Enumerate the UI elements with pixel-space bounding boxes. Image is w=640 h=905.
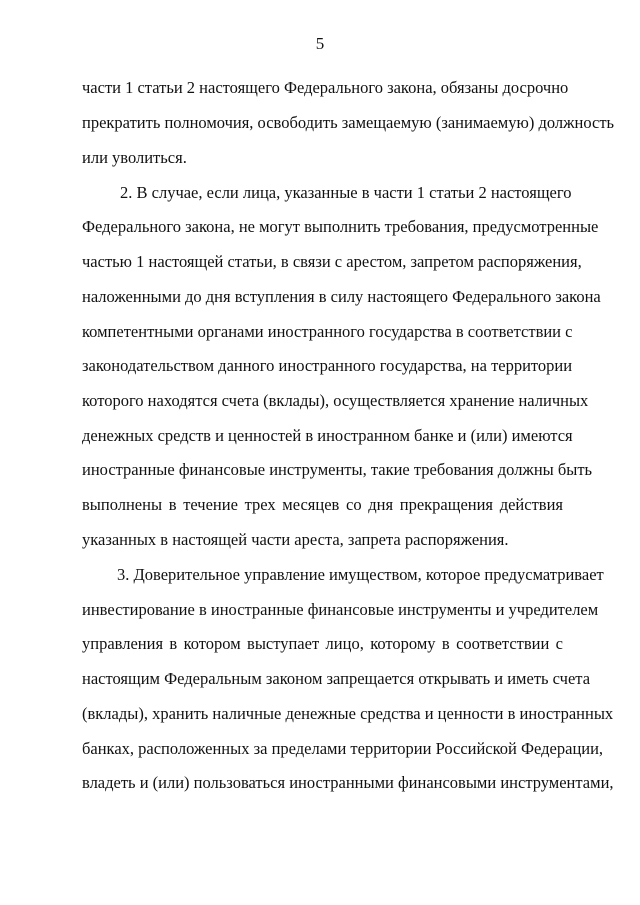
text-line: частью 1 настоящей статьи, в связи с арестом, запретом распоряжения, bbox=[82, 252, 582, 271]
text-line: банках, расположенных за пределами территории Российской Федерации, bbox=[82, 739, 604, 758]
text-line: выполнены в течение трех месяцев со дня прекращения действия bbox=[82, 495, 563, 514]
text-line: или уволиться. bbox=[82, 148, 187, 167]
paragraph-start-line: 3. Доверительное управление имуществом, которое предусматривает bbox=[117, 565, 604, 584]
text-line: прекратить полномочия, освободить замещаемую (занимаемую) должность bbox=[82, 113, 615, 132]
text-line: компетентными органами иностранного государства в соответствии с bbox=[82, 322, 573, 341]
text-line: управления в котором выступает лицо, которому в соответствии с bbox=[82, 634, 563, 653]
text-line: денежных средств и ценностей в иностранном банке и (или) имеются bbox=[82, 426, 573, 445]
page-number: 5 bbox=[315, 34, 325, 53]
text-line: указанных в настоящей части ареста, запрета распоряжения. bbox=[82, 530, 509, 549]
paragraph-start-line: 2. В случае, если лица, указанные в части 1 статьи 2 настоящего bbox=[120, 183, 572, 202]
text-line: законодательством данного иностранного государства, на территории bbox=[82, 356, 573, 375]
text-line: инвестирование в иностранные финансовые инструменты и учредителем bbox=[82, 600, 599, 619]
text-line: иностранные финансовые инструменты, такие требования должны быть bbox=[82, 460, 593, 479]
text-line: Федерального закона, не могут выполнить требования, предусмотренные bbox=[82, 217, 599, 236]
text-line: настоящим Федеральным законом запрещается открывать и иметь счета bbox=[82, 669, 591, 688]
text-line: владеть и (или) пользоваться иностранными финансовыми инструментами, bbox=[82, 773, 614, 792]
text-line: которого находятся счета (вклады), осуществляется хранение наличных bbox=[82, 391, 589, 410]
text-line: части 1 статьи 2 настоящего Федерального закона, обязаны досрочно bbox=[82, 78, 569, 97]
text-line: (вклады), хранить наличные денежные средства и ценности в иностранных bbox=[82, 704, 614, 723]
text-line: наложенными до дня вступления в силу настоящего Федерального закона bbox=[82, 287, 601, 306]
